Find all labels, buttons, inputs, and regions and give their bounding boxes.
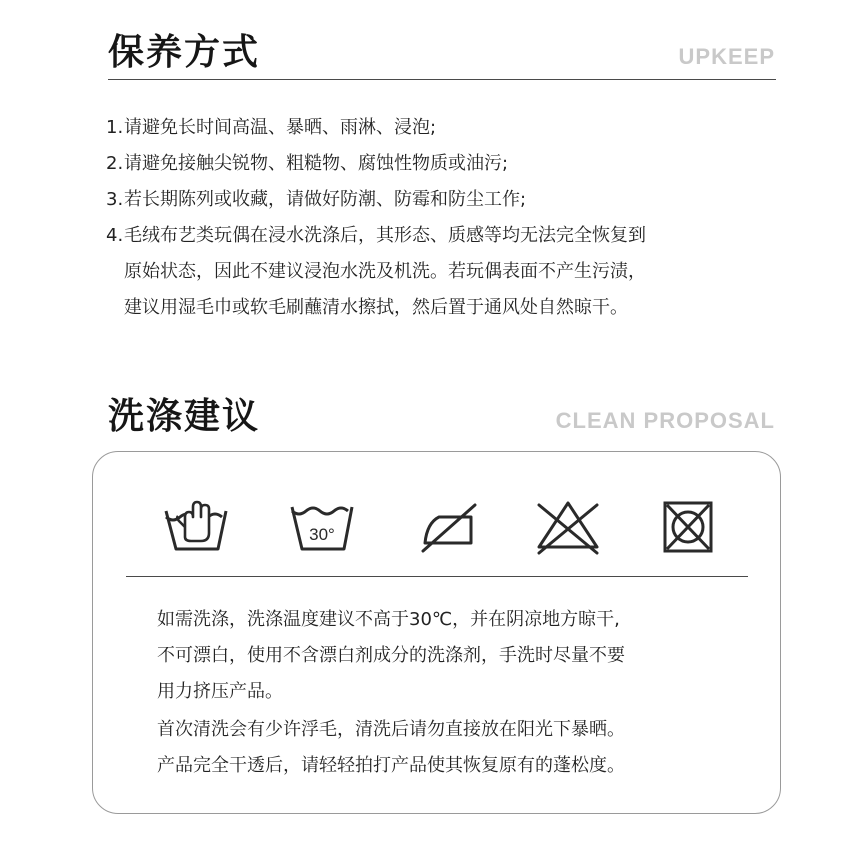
care-instruction-line: 用力挤压产品。 — [157, 681, 283, 702]
upkeep-item-3 — [106, 182, 786, 218]
upkeep-item-text: 请避免长时间高温、暴晒、雨淋、浸泡; — [124, 117, 437, 138]
care-instructions — [157, 602, 757, 784]
wash-temperature-label: 30° — [309, 525, 335, 544]
do-not-tumble-dry-icon — [655, 497, 721, 557]
do-not-bleach-icon — [535, 497, 601, 557]
upkeep-item-number: 1. — [106, 117, 124, 138]
upkeep-divider — [108, 79, 776, 80]
care-panel — [92, 451, 781, 814]
do-not-iron-icon — [415, 497, 481, 557]
care-instruction-line: 不可漂白，使用不含漂白剂成分的洗涤剂，手洗时尽量不要 — [157, 645, 625, 666]
upkeep-item-text: 建议用湿毛巾或软毛刷蘸清水擦拭，然后置于通风处自然晾干。 — [124, 297, 628, 318]
care-instruction-line: 产品完全干透后，请轻轻拍打产品使其恢复原有的蓬松度。 — [157, 755, 625, 776]
upkeep-item-number: 2. — [106, 153, 124, 174]
upkeep-title-en: UPKEEP — [678, 44, 775, 69]
upkeep-item-text: 原始状态，因此不建议浸泡水洗及机洗。若玩偶表面不产生污渍， — [124, 261, 646, 282]
upkeep-item-text: 毛绒布艺类玩偶在浸水洗涤后，其形态、质感等均无法完全恢复到 — [124, 225, 646, 246]
upkeep-item-1 — [106, 110, 786, 146]
hand-wash-icon — [163, 497, 229, 557]
care-panel-divider — [126, 576, 748, 577]
clean-title-en: CLEAN PROPOSAL — [555, 408, 775, 433]
upkeep-item-text: 若长期陈列或收藏，请做好防潮、防霉和防尘工作; — [124, 189, 527, 210]
care-instruction-line: 如需洗涤，洗涤温度建议不高于30℃，并在阴凉地方晾干, — [157, 609, 620, 630]
clean-title: 洗涤建议 — [108, 395, 261, 437]
upkeep-list — [106, 110, 786, 326]
upkeep-item-text: 请避免接触尖锐物、粗糙物、腐蚀性物质或油污; — [124, 153, 509, 174]
care-icons-row — [93, 497, 780, 561]
upkeep-item-number: 4. — [106, 225, 124, 246]
upkeep-item-number: 3. — [106, 189, 124, 210]
care-instruction-line: 首次清洗会有少许浮毛，清洗后请勿直接放在阳光下暴晒。 — [157, 719, 625, 740]
upkeep-item-4 — [106, 218, 786, 326]
upkeep-title: 保养方式 — [108, 31, 261, 73]
wash-30-icon — [289, 497, 355, 557]
upkeep-item-2 — [106, 146, 786, 182]
